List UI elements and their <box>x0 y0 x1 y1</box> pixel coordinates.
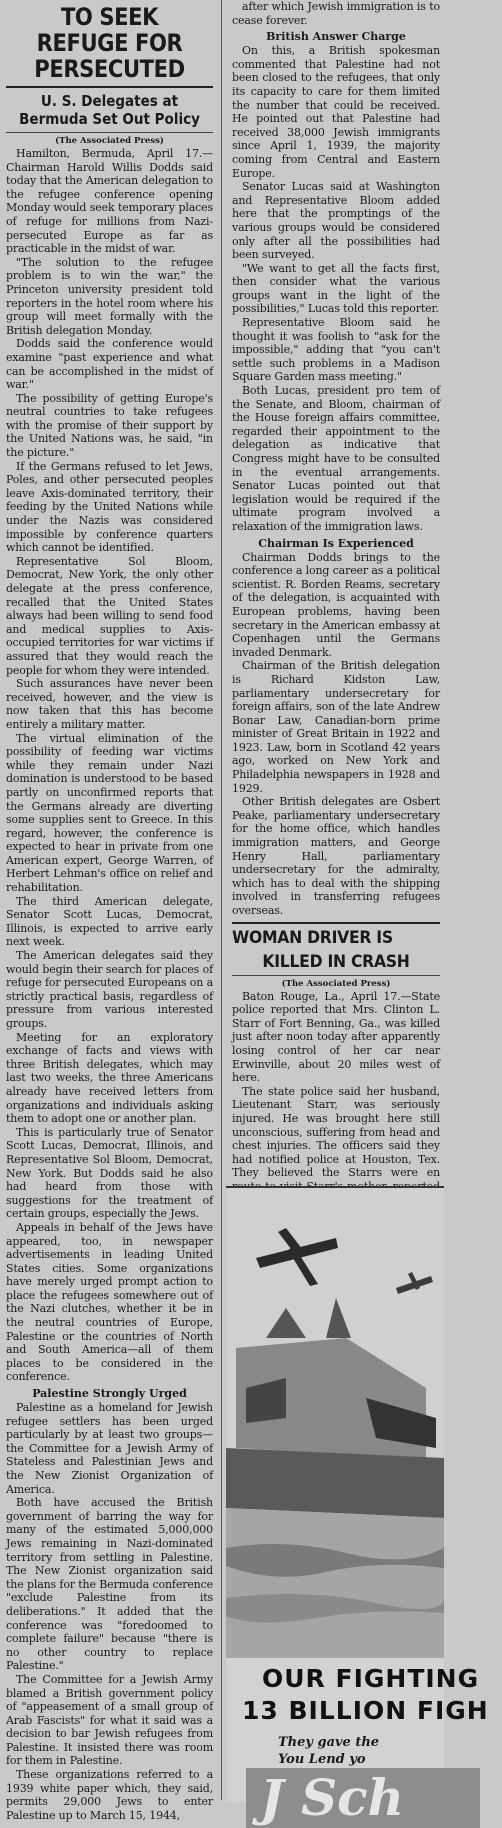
article-paragraph: These organizations referred to a 1939 white paper which, they said, permits 29,000 Jews to enter Palestine up to March 15, 1944, <box>6 1768 213 1822</box>
article-paragraph: Chairman of the British delegation is Richard Kidston Law, parliamentary undersecretary for foreign affairs, son of the late Andrew Bonar Law, Canadian-born prime minister of Great Britain in 1922 and 1923. Law, born in Scotland 42 years ago, worked on New York and Philadelphia newspapers in 1928 and 1929. <box>232 659 440 795</box>
article-paragraph: Representative Sol Bloom, Democrat, New York, the only other delegate at the press conference, recalled that the United States always had been willing to send food and medical supplies to Axis-occupied territories for war victims if assured that they would reach the people for whom they were intended. <box>6 554 213 677</box>
ad-headline-line1: OUR FIGHTING <box>262 1664 480 1693</box>
ad-tagline-line1: They gave the <box>278 1735 380 1750</box>
article-paragraph: The American delegates said they would begin their search for places of refuge for persecuted Europeans on a strictly practical basis, regardless of pressure from various interested groups. <box>6 949 213 1030</box>
article-paragraph: Both Lucas, president pro tem of the Senate, and Bloom, chairman of the House foreign affairs committee, regarded their appointment to the delegation as indicative that Congress might have to be consulted in the eventual arrangements. Senator Lucas pointed out that legislation would be required if the ultimate program involved a relaxation of the immigration laws. <box>232 384 440 533</box>
article-paragraph: The possibility of getting Europe's neutral countries to take refugees with the promise of their support by the United Nations was, he said, "in the picture." <box>6 391 213 460</box>
crash-rule <box>232 975 440 976</box>
crash-paragraph: The state police said her husband, Lieutenant Starr, was seriously injured. He was brought here still unconscious, suffering from head and chest injuries. The officers said they had notified police at Houston, Tex. They believed the Starrs were en <box>232 1084 440 1180</box>
section-rule <box>232 922 440 924</box>
article-body-continued <box>6 1401 213 1822</box>
article-paragraph: Chairman Dodds brings to the conference a long career as a political scientist. R. Borden Reams, secretary of the delegation, is acquainted with European problems, having been secretary in the American embassy at Copenhagen until the Germans invaded Denmark. <box>232 550 440 659</box>
ad-tagline-line2: You Lend yo <box>278 1752 366 1767</box>
warplane-and-ship-illustration <box>226 1188 444 1658</box>
article-paragraph: The Committee for a Jewish Army blamed a British government policy of "appeasement of a small group of Arab Fascists" for what it said was a decision to bar Jewish refugees from Palestine. It insisted there was room for them in Palestine. <box>6 1672 213 1768</box>
subhead-british-answer: British Answer Charge <box>266 30 406 44</box>
subhead-chairman: Chairman Is Experienced <box>258 536 414 550</box>
article-paragraph: after which Jewish immigration is to cease forever. <box>232 0 440 27</box>
article-paragraph: Senator Lucas said at Washington and Representative Bloom added here that the promptings of the various groups would be considered only after all the possibilities had been surveyed. <box>232 180 440 262</box>
crash-paragraph: Baton Rouge, La., April 17.—State police reported that Mrs. Clinton L. Starr of Fort Benning, Ga., was killed just after noon today after apparently losing control of her car near Erwinville, about 20 miles west of here. <box>232 989 440 1085</box>
article-paragraph: Palestine as a homeland for Jewish refugee settlers has been urged particularly by at least two groups—the Committee for a Jewish Army of Stateless and Palestinian Jews and the New Zionist Organization of America. <box>6 1401 213 1496</box>
ad-tagline <box>278 1734 379 1768</box>
crash-headline-line1: WOMAN DRIVER IS <box>232 927 393 948</box>
wire-credit: (The Associated Press) <box>55 136 164 146</box>
article-paragraph: Both have accused the British government of barring the way for many of the estimated 5,000,000 Jews remaining in Nazi-dominated territory from settling in Palestine. The New Zionist organization said the plans for the Bermuda conference "exclude Palestine from its deliberations." It added that the conference was "foredoomed to complete failure" because "there is no other country to replace Palestine." <box>6 1496 213 1673</box>
article-paragraph: If the Germans refused to let Jews, Poles, and other persecuted peoples leave Axis-dominated territory, their feeding by the United Nations while under the Nazis was considered impossible by conference quarters which cannot be identified. <box>6 459 213 555</box>
war-bond-advertisement <box>226 1186 489 1827</box>
article-paragraph: Such assurances have never been received, however, and the view is now taken that this has become entirely a military matter. <box>6 677 213 731</box>
article-paragraph: Appeals in behalf of the Jews have appeared, too, in newspaper advertisements in leading United States cities. Some organizations have merely urged prompt action to place the refugees somewhere out of the Nazi clutches, whether it be in the neutral countries of Europe, Palestine or the countries of North and South America—all of them places to be considered in the conference. <box>6 1220 213 1384</box>
article-paragraph: Other British delegates are Osbert Peake, parliamentary undersecretary for the home office, which handles immigration matters, and George Henry Hall, parliamentary undersecretary for the admiralty, which has to deal with the shipping involved in transferring refugees overseas. <box>232 795 440 917</box>
article-paragraph: Hamilton, Bermuda, April 17.—Chairman Harold Willis Dodds said today that the American delegation to the refugee conference opening Monday would seek temporary places of refuge for millions from Nazi-persecuted Europe as far as practicable in the midst of war. <box>6 147 213 256</box>
article-paragraph: "The solution to the refugee problem is to win the war," the Princeton university president told reporters in the hotel room where his group will meet formally with the British delegation Monday. <box>6 255 213 337</box>
column-rule <box>221 0 222 1800</box>
article-paragraph: Meeting for an exploratory exchange of facts and views with three British delegates, which may last two weeks, the three Americans already have received letters from organizations and individuals asking them to adopt one or another plan. <box>6 1030 213 1126</box>
article-jump-text <box>232 0 440 27</box>
article-paragraph: This is particularly true of Senator Scott Lucas, Democrat, Illinois, and Representative Sol Bloom, Democrat, New York. But Dodds said he also had heard from those with suggestions for the treatment of certain groups, especially the Jews. <box>6 1125 213 1221</box>
headline-rule <box>6 86 213 88</box>
wire-credit: (The Associated Press) <box>281 978 391 989</box>
article-body-section <box>232 44 440 533</box>
article-paragraph: The third American delegate, Senator Scott Lucas, Democrat, Illinois, is expected to arrive early next week. <box>6 894 213 949</box>
subhead-palestine: Palestine Strongly Urged <box>32 1387 187 1401</box>
article-paragraph: The virtual elimination of the possibility of feeding war victims while they remain under Nazi domination is understood to be based partly on unconfirmed reports that the Germans already are diverting some supplies sent to Greece. In this regard, however, the conference is expected to hear in private from one American expert, George Warren, of Herbert Lehman's office on relief and rehabilitation. <box>6 731 213 895</box>
article-paragraph: Representative Bloom said he thought it was foolish to "ask for the impossible," adding that "you can't settle such problems in a Madison Square Garden mass meeting." <box>232 316 440 384</box>
article-paragraph: Dodds said the conference would examine "past experience and what can be accomplished in the midst of war." <box>6 337 213 392</box>
article-headline: TO SEEK REFUGE FOR PERSECUTED <box>34 3 185 83</box>
left-column <box>0 0 218 1822</box>
ad-headline-line2: 13 BILLION FIGH <box>242 1696 489 1725</box>
ad-sponsor-logo: J Sch <box>246 1768 480 1828</box>
article-body <box>6 147 213 1384</box>
article-paragraph: On this, a British spokesman commented that Palestine had not been closed to the refugees, that only its capacity to care for them limited the number that could be received. He pointed out that Palestine had received 38,000 Jewish immigrants since April 1, 1939, the majority coming from Central and Eastern Europe. <box>232 44 440 180</box>
article-deck: U. S. Delegates at Bermuda Set Out Policy <box>19 92 200 128</box>
deck-rule <box>6 132 213 133</box>
article-paragraph: "We want to get all the facts first, then consider what the various groups want in the light of the possibilities," Lucas told this reporter. <box>232 261 440 316</box>
article-body-section <box>232 551 440 918</box>
crash-headline-line2: KILLED IN CRASH <box>262 951 410 972</box>
